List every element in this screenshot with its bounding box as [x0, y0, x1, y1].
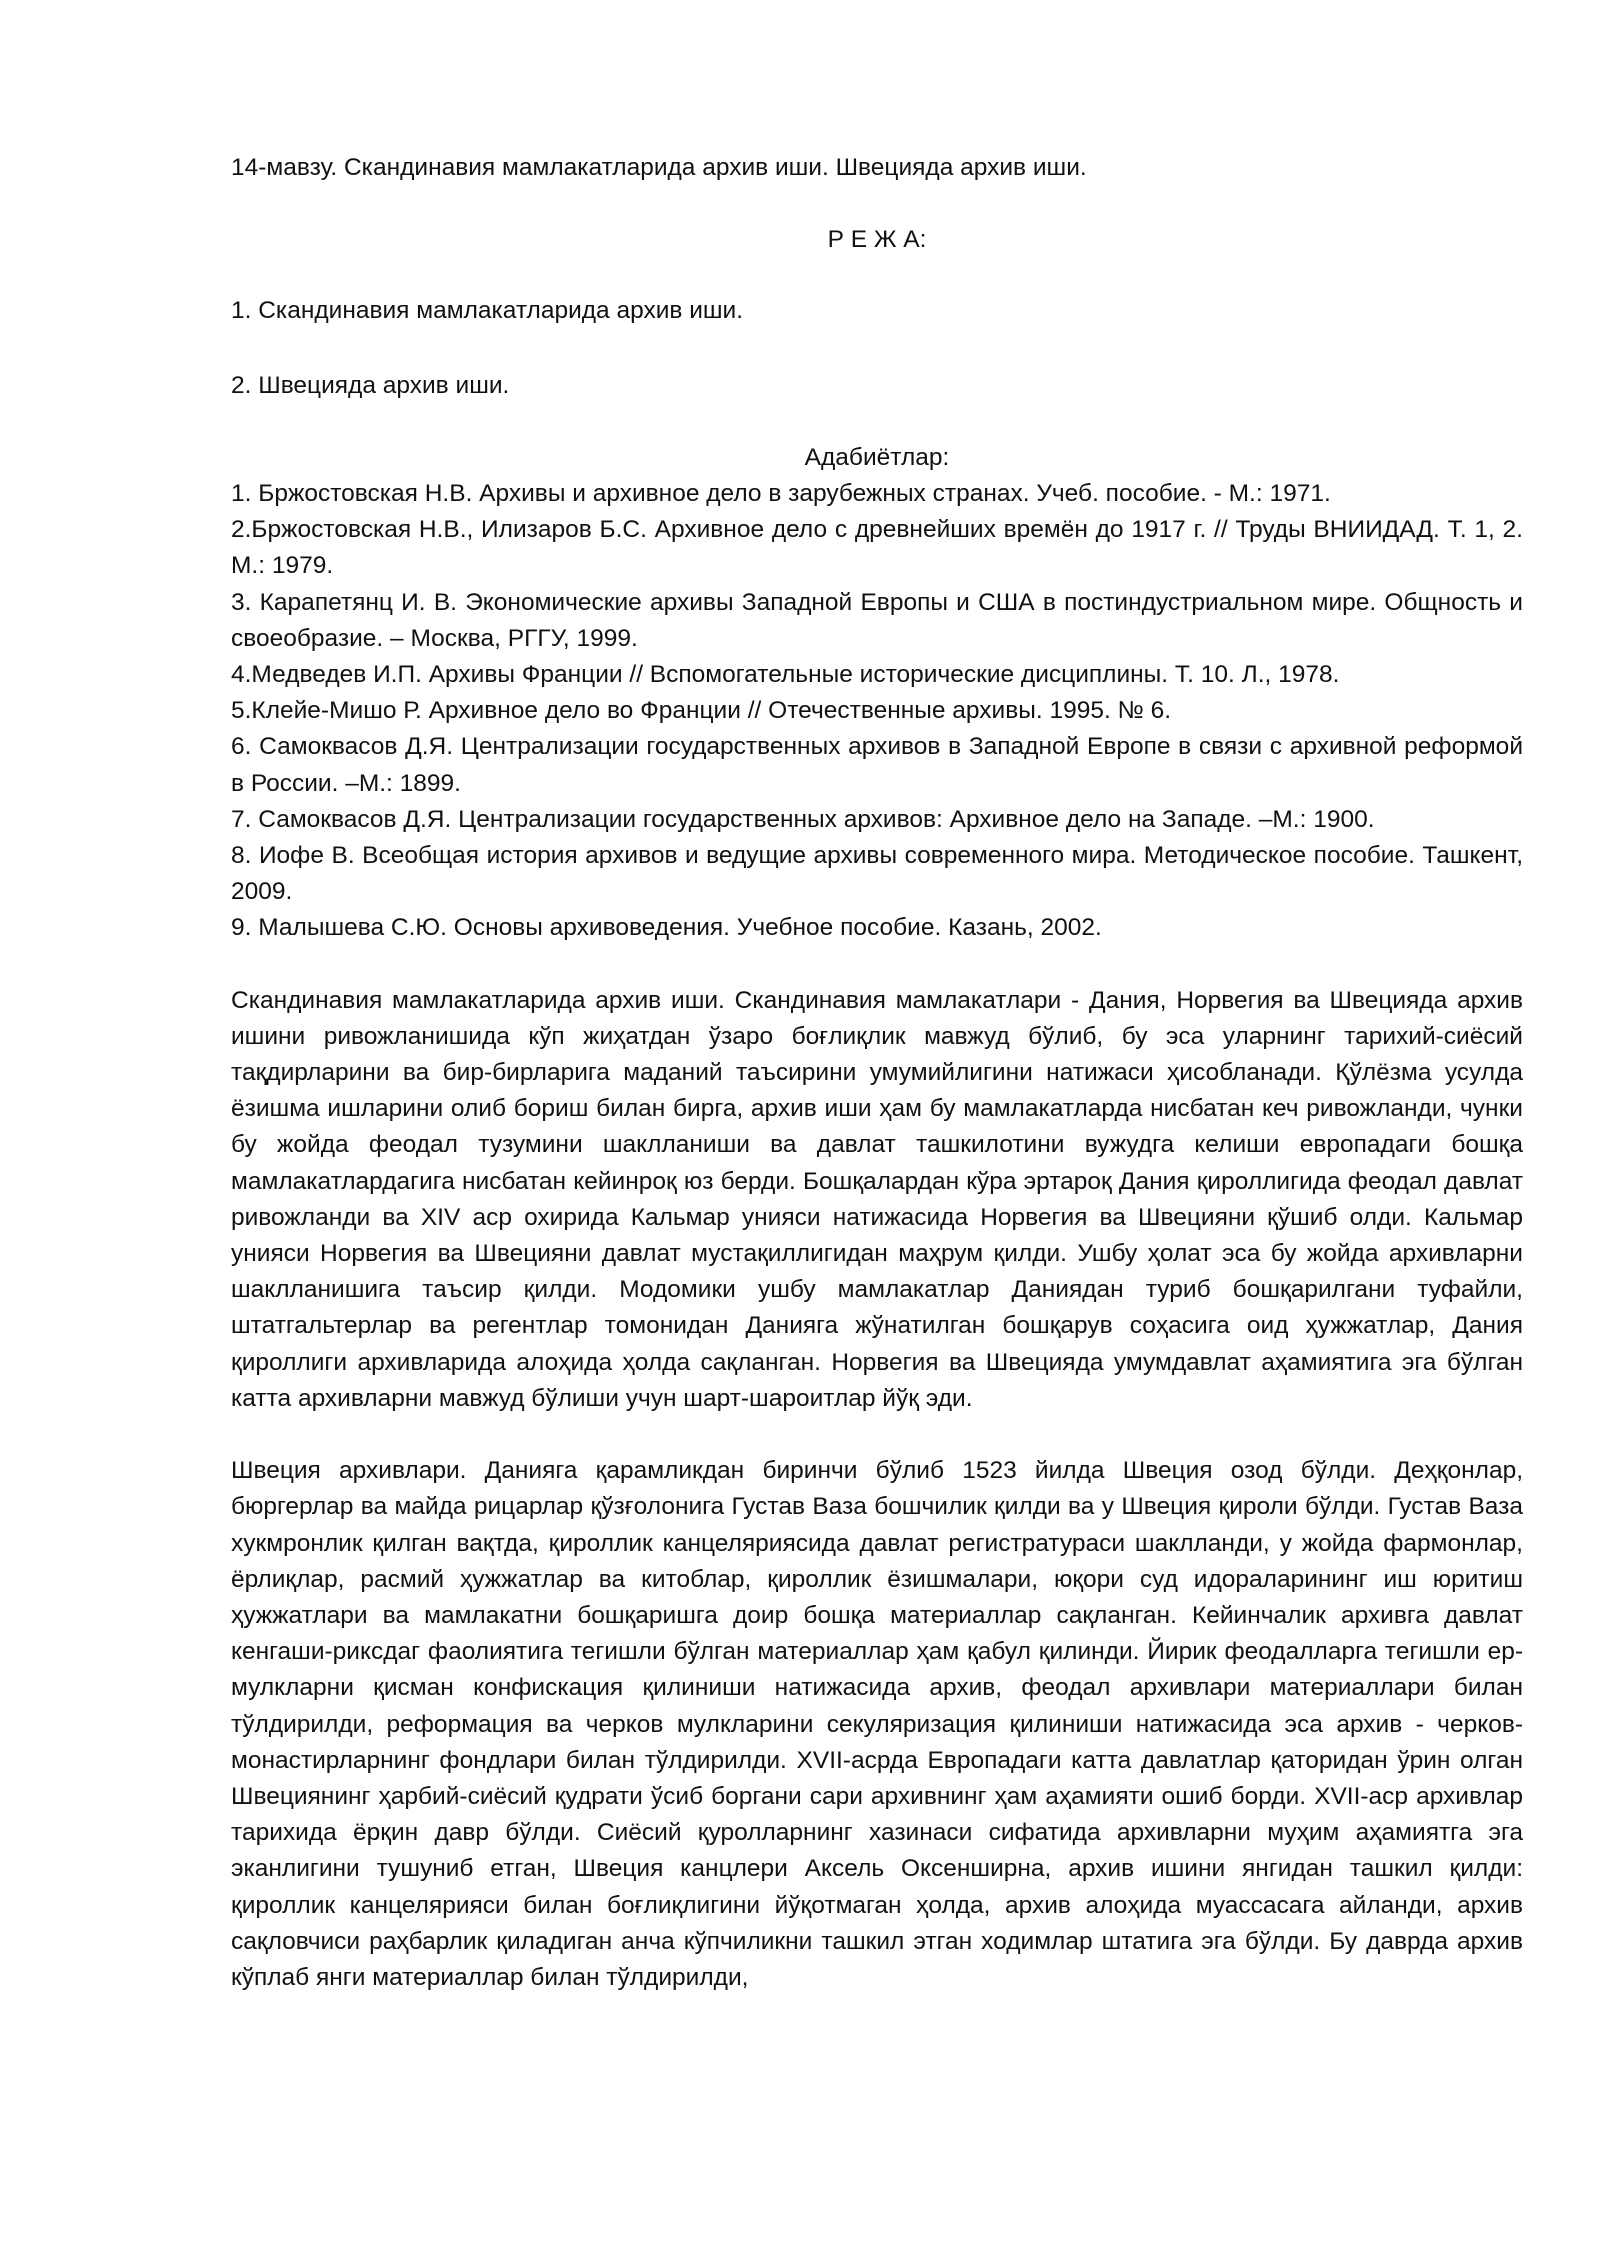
reference-item: 7. Самоквасов Д.Я. Централизации государственных архивов: Архивное дело на Западе. –М.: 1900.	[231, 805, 1375, 833]
body-paragraph-sweden: Швеция архивлари. Данияга қарамликдан биринчи бўлиб 1523 йилда Швеция озод бўлди. Деҳқонлар, бюргерлар ва майда рицарлар қўзғолонига Густав Ваза бошчилик қилди ва у Швеция қироли бўлди. Густав Ваза хукмронлик қилган вақтда, қироллик канцеляриясида давлат регистратураси шаклланди, у жойда фармонлар, ёрлиқлар, расмий ҳужжатлар ва китоблар, қироллик ёзишмалари, юқори суд идораларининг иш юритиш ҳужжатлари ва мамлакатни бошқаришга доир бошқа материаллар сақланган. Кейинчалик архивга давлат кенгаши-риксдаг фаолиятига тегишли бўлган материаллар ҳам қабул қилинди. Йирик феодалларга тегишли ер-мулкларни қисман конфискация қилиниши натижасида архив, феодал архивлари материаллари билан тўлдирилди, реформация ва черков мулкларини секуляризация қилиниши натижасида эса архив - черков-монастирларнинг фондлари билан тўлдирилди. XVII-асрда Европадаги катта давлатлар қаторидан ўрин олган Швециянинг ҳарбий-сиёсий қудрати ўсиб боргани сари архивнинг ҳам аҳамияти ошиб борди. XVII-аср архивлар тарихида ёрқин давр бўлди. Сиёсий қуролларнинг хазинаси сифатида архивларни муҳим аҳамиятга эга эканлигини тушуниб етган, Швеция канцлери Аксель Оксенширна, архив ишини янгидан ташкил қилди: қироллик канцелярияси билан боғлиқлигини йўқотмаган ҳолда, архив алоҳида муассасага айланди, архив сақловчиси раҳбарлик қиладиган анча кўпчиликни ташкил этган ходимлар штатига эга бўлди. Бу даврда архив кўплаб янги материаллар билан тўлдирилди,	[231, 1457, 1523, 1991]
reference-item: 6. Самоквасов Д.Я. Централизации государственных архивов в Западной Европе в связи с архивной реформой в России. –М.: 1899.	[231, 733, 1523, 797]
reference-item: 4.Медведев И.П. Архивы Франции // Вспомогательные исторические дисциплины. Т. 10. Л., 1978.	[231, 661, 1340, 689]
plan-item: 2. Швецияда архив иши.	[231, 371, 510, 399]
references-title: Адабиётлар:	[804, 443, 950, 471]
reference-item: 1. Бржостовская Н.В. Архивы и архивное дело в зарубежных странах. Учеб. пособие. - М.: 1971.	[231, 480, 1331, 508]
reference-item: 2.Бржостовская Н.В., Илизаров Б.С. Архивное дело с древнейших времён до 1917 г. // Труды ВНИИДАД. Т. 1, 2. М.: 1979.	[231, 516, 1523, 580]
plan-item: 1. Скандинавия мамлакатларида архив иши.	[231, 297, 744, 325]
reference-item: 3. Карапетянц И. В. Экономические архивы Западной Европы и США в постиндустриальном мире. Общность и своеобразие. – Москва, РГГУ, 1999.	[231, 588, 1523, 652]
plan-title: Р Е Ж А:	[827, 226, 927, 254]
body-paragraph-scandinavia: Скандинавия мамлакатларида архив иши. Скандинавия мамлакатлари - Дания, Норвегия ва Швецияда архив ишини ривожланишида кўп жиҳатдан ўзаро боғлиқлик мавжуд бўлиб, бу эса уларнинг тарихий-сиёсий тақдирларини ва бир-бирларига маданий таъсирини умумийлигини натижаси ҳисобланади. Қўлёзма усулда ёзишма ишларини олиб бориш билан бирга, архив иши ҳам бу мамлакатларда нисбатан кеч ривожланди, чунки бу жойда феодал тузумини шаклланиши ва давлат ташкилотини вужудга келиши европадаги бошқа мамлакатлардагига нисбатан кейинроқ юз берди. Бошқалардан кўра эртароқ Дания қироллигида феодал давлат ривожланди ва XIV аср охирида Кальмар унияси натижасида Норвегия ва Швецияни қўшиб олди. Кальмар унияси Норвегия ва Швецияни давлат мустақиллигидан маҳрум қилди. Ушбу ҳолат эса бу жойда архивларни шаклланишига таъсир қилди. Модомики ушбу мамлакатлар Даниядан туриб бошқарилгани туфайли, штатгальтерлар ва регентлар томонидан Данияга жўнатилган бошқарув соҳасига оид ҳужжатлар, Дания қироллиги архивларида алоҳида ҳолда сақланган. Норвегия ва Швецияда умумдавлат аҳамиятига эга бўлган катта архивларни мавжуд бўлиши учун шарт-шароитлар йўқ эди.	[231, 986, 1523, 1412]
reference-item: 9. Малышева С.Ю. Основы архивоведения. Учебное пособие. Казань, 2002.	[231, 914, 1102, 942]
reference-item: 8. Иофе В. Всеобщая история архивов и ведущие архивы современного мира. Методическое пособие. Ташкент, 2009.	[231, 842, 1523, 906]
topic-heading: 14-мавзу. Скандинавия мамлакатларида архив иши. Швецияда архив иши.	[231, 154, 1087, 181]
reference-item: 5.Клейе-Мишо Р. Архивное дело во Франции // Отечественные архивы. 1995. № 6.	[231, 697, 1172, 725]
document-page	[231, 150, 1523, 1996]
references-list	[231, 476, 1523, 947]
